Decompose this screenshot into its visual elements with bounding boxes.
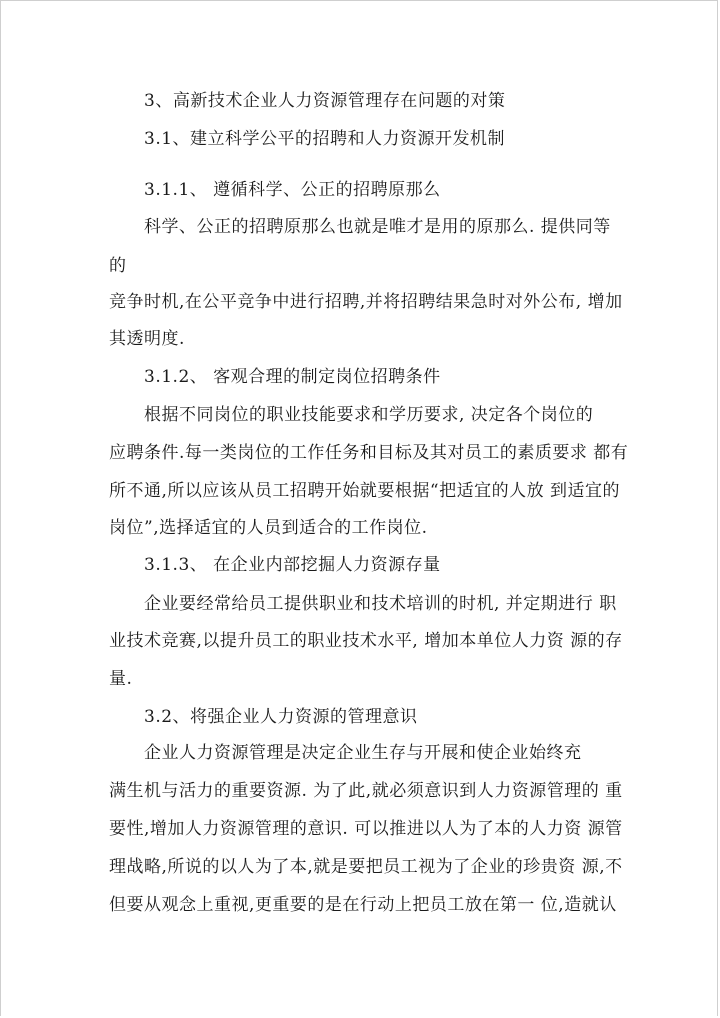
paragraph-4-line-3: 要性,增加人力资源管理的意识. 可以推进以人为了本的人力资 源管 [109, 819, 623, 839]
paragraph-1-line-3: 竞争时机,在公平竞争中进行招聘,并将招聘结果急时对外公布, 增加 [109, 292, 623, 312]
paragraph-4-line-4: 理战略,所说的以人为了本,就是要把员工视为了企业的珍贵资 源,不 [109, 857, 623, 877]
paragraph-3-line-3: 量. [109, 669, 133, 689]
paragraph-4-line-5: 但要从观念上重视,更重要的是在行动上把员工放在第一 位,造就认 [109, 895, 617, 915]
paragraph-4-line-2: 满生机与活力的重要资源. 为了此,就必须意识到人力资源管理的 重 [109, 781, 623, 801]
section-3-1-3-heading: 3.1.3、 在企业内部挖掘人力资源存量 [144, 555, 441, 575]
paragraph-1-line-2: 的 [109, 256, 127, 276]
paragraph-3-line-2: 业技术竞赛,以提升员工的职业技术水平, 增加本单位人力资 源的存 [109, 631, 623, 651]
paragraph-2-line-4: 岗位”,选择适宜的人员到适合的工作岗位. [109, 518, 428, 538]
paragraph-2-line-1: 根据不同岗位的职业技能要求和学历要求, 决定各个岗位的 [144, 405, 594, 425]
paragraph-4-line-1: 企业人力资源管理是决定企业生存与开展和使企业始终充 [144, 743, 582, 763]
section-3-2-heading: 3.2、将强企业人力资源的管理意识 [144, 707, 418, 727]
section-3-1-heading: 3.1、建立科学公平的招聘和人力资源开发机制 [144, 129, 506, 149]
paragraph-3-line-1: 企业要经常给员工提供职业和技术培训的时机, 并定期进行 职 [144, 594, 617, 614]
section-3-1-1-heading: 3.1.1、 遵循科学、公正的招聘原那么 [144, 180, 441, 200]
paragraph-1-line-4: 其透明度. [109, 329, 185, 349]
paragraph-1-line-1: 科学、公正的招聘原那么也就是唯才是用的原那么. 提供同等 [144, 217, 611, 237]
section-3-heading: 3、高新技术企业人力资源管理存在问题的对策 [144, 91, 506, 111]
paragraph-2-line-3: 所不通,所以应该从员工招聘开始就要根据“把适宜的人放 到适宜的 [109, 481, 620, 501]
paragraph-2-line-2: 应聘条件.每一类岗位的工作任务和目标及其对员工的素质要求 都有 [109, 443, 629, 463]
section-3-1-2-heading: 3.1.2、 客观合理的制定岗位招聘条件 [144, 367, 441, 387]
